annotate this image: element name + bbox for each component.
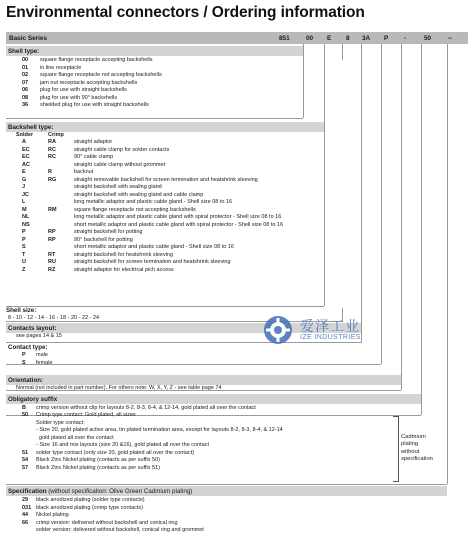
shell-type-desc: square flange receptacle accepting backshells xyxy=(40,57,153,63)
specification-heading-bar xyxy=(6,486,447,496)
solder-code: S xyxy=(22,244,26,250)
table-row xyxy=(6,184,324,192)
solder-code: Z xyxy=(22,266,26,273)
contact-type-heading: Contact type: xyxy=(8,344,48,351)
crimp-code: RM xyxy=(48,206,57,213)
backshell-desc: short metallic adaptor and plastic cable gland with spiral protector - Shell size 08 to 16 xyxy=(74,221,284,228)
suffix-text: crimp version without clip for layouts 8-2, 8-3, 8-4, & 12-14, gold plated all over the contact xyxy=(36,404,256,411)
backshell-desc: straight adaptor for electrical pich access xyxy=(74,266,174,273)
orientation-section xyxy=(6,375,401,393)
table-row xyxy=(6,169,324,177)
table-row xyxy=(6,192,324,200)
solder-code: T xyxy=(22,251,26,258)
solder-code: AC xyxy=(22,161,30,168)
table-row xyxy=(6,252,324,260)
suffix-text: - Size 20, gold plated active area, tin plated termination area, except for layouts 8-2, 8-3, 8-4, & 12-14 xyxy=(36,427,283,433)
basic-series-label: Basic Series xyxy=(9,34,48,42)
suffix-code: 51 xyxy=(22,449,29,456)
shell-size-values: 8 - 10 - 12 - 14 - 16 - 18 - 20 - 22 - 24 xyxy=(8,315,100,321)
crimp-code: RA xyxy=(48,139,56,145)
backshell-desc: 90° cable clamp xyxy=(74,154,114,160)
backshell-desc: long metallic adaptor and plastic cable gland - Shell size 08 to 16 xyxy=(74,199,233,205)
shell-type-code: 08 xyxy=(22,94,29,101)
shell-type-code: 36 xyxy=(22,102,29,108)
solder-code: A xyxy=(22,139,26,145)
table-row xyxy=(6,147,324,155)
list-item xyxy=(6,412,421,420)
spec-code: 66 xyxy=(22,519,29,526)
list-item xyxy=(6,420,421,428)
spec-desc: black anodized plating (crimp type contacts) xyxy=(36,504,143,511)
list-item xyxy=(6,520,447,528)
backshell-desc: short metallic adaptor and plastic cable gland - Shell size 08 to 16 xyxy=(74,244,234,250)
suffix-text: - Size 16 and mix layouts (size 20 &16), gold plated all over the contact xyxy=(36,442,210,448)
code-layout: 3A xyxy=(362,34,371,42)
spec-desc: crimp version: delivered without backshell and conical ring xyxy=(36,519,178,526)
table-row xyxy=(6,177,324,185)
solder-code: L xyxy=(22,199,26,205)
spec-code: 44 xyxy=(22,512,29,518)
crimp-code: RC xyxy=(48,154,56,160)
list-item xyxy=(6,352,381,360)
table-row xyxy=(6,154,324,162)
list-item xyxy=(6,95,303,103)
backshell-column-headers xyxy=(6,132,324,139)
list-item xyxy=(6,435,421,443)
obligatory-suffix-heading: Obligatory suffix xyxy=(6,394,421,404)
table-row xyxy=(6,214,324,222)
shell-type-desc: plug for use with 90° backshells xyxy=(40,94,118,101)
list-item xyxy=(6,80,303,88)
shell-size-heading: Shell size: xyxy=(6,307,37,314)
part-number-header xyxy=(6,32,468,44)
code-series: 851 xyxy=(279,34,290,42)
suffix-code: 50 xyxy=(22,412,29,418)
list-item xyxy=(6,527,447,535)
backshell-desc: straight backshell for heatshrink sleeving xyxy=(74,251,174,258)
backshell-desc: straight removable backshell for screen termination and heatshrink sleeving xyxy=(74,176,258,183)
table-row xyxy=(6,139,324,147)
list-item xyxy=(6,57,303,65)
list-item xyxy=(6,465,421,473)
spec-code: 29 xyxy=(22,497,29,503)
watermark-en: IZE INDUSTRIES xyxy=(300,334,361,341)
solder-code: EC xyxy=(22,154,30,160)
solder-code: J xyxy=(22,184,26,190)
shell-type-desc: in line receptacle xyxy=(40,64,82,71)
shell-type-code: 07 xyxy=(22,79,29,86)
solder-code: NL xyxy=(22,214,30,220)
solder-code: U xyxy=(22,259,26,265)
backshell-desc: backnut xyxy=(74,169,94,175)
contact-type-section xyxy=(6,344,381,367)
backshell-desc: straight backshell for potting xyxy=(74,229,143,235)
suffix-text: Black Zinc Nickel plating (contacts as per suffix 51) xyxy=(36,464,161,471)
backshell-desc: straight adaptor xyxy=(74,139,113,145)
cadmium-bracket xyxy=(393,416,399,482)
list-item xyxy=(6,497,447,505)
crimp-code: RG xyxy=(48,176,57,183)
spec-desc: Nickel plating xyxy=(36,512,69,518)
code-contact: P xyxy=(384,34,389,42)
table-row xyxy=(6,222,324,230)
backshell-type-heading: Backshell type: xyxy=(6,122,324,132)
contacts-layout-text: see pages 14 & 15 xyxy=(16,333,62,339)
suffix-text: Black Zinc Nickel plating (contacts as per suffix 50) xyxy=(36,457,161,463)
crimp-code: RZ xyxy=(48,266,56,273)
list-item xyxy=(6,102,303,110)
backshell-desc: straight backshell for screen termination and heatshrink sleeving xyxy=(74,259,231,265)
crimp-column-header: Crimp xyxy=(48,132,64,138)
contacts-layout-heading: Contacts layout: xyxy=(6,323,361,333)
crimp-code: R xyxy=(48,169,52,175)
shell-type-code: 01 xyxy=(22,64,29,71)
list-item xyxy=(6,457,421,465)
suffix-code: 57 xyxy=(22,464,29,471)
spec-code: 031 xyxy=(22,504,32,511)
list-item xyxy=(6,65,303,73)
suffix-text: gold plated all over the contact xyxy=(36,434,114,441)
code-backshell: E xyxy=(327,34,332,42)
specification-heading-note: (without specification: Olive Green Cadmium plating) xyxy=(48,487,193,495)
suffix-code: 54 xyxy=(22,457,29,463)
code-suffix: 50 xyxy=(424,34,432,42)
shell-type-desc: jam nut receptacle accepting backshells xyxy=(40,79,138,86)
backshell-desc: square flange receptacle not accepting backshells xyxy=(74,206,196,213)
orientation-text: Normal (not included in part number). For others note: W, X, Y, Z - see table page 74 xyxy=(16,385,222,391)
list-item xyxy=(6,450,421,458)
specification-section xyxy=(6,486,447,535)
crimp-code: RT xyxy=(48,251,56,258)
code-orientation: - xyxy=(404,34,407,42)
suffix-code: B xyxy=(22,404,26,411)
suffix-text: Crimp type contact: Gold plated, all sizes xyxy=(36,412,136,418)
contact-desc: female xyxy=(36,359,53,366)
code-spec: -- xyxy=(448,34,453,42)
contact-code: S xyxy=(22,359,26,366)
cadmium-note: Cadmium plating without specification xyxy=(401,434,433,463)
shell-type-desc: square flange receptacle not accepting backshells xyxy=(40,72,162,78)
orientation-heading: Orientation: xyxy=(6,375,401,385)
shell-type-desc: plug for use with straight backshells xyxy=(40,87,127,93)
solder-code: E xyxy=(22,169,26,175)
contact-desc: male xyxy=(36,352,48,358)
table-row xyxy=(6,199,324,207)
backshell-desc: long metallic adaptor and plastic cable gland with spiral protector - Shell size 08 to 16 xyxy=(74,214,282,220)
backshell-desc: straight cable clamp without grommet xyxy=(74,161,166,168)
watermark-cn: 爱泽工业 xyxy=(300,319,360,335)
table-row xyxy=(6,207,324,215)
solder-code: P xyxy=(22,236,26,243)
table-row xyxy=(6,237,324,245)
solder-column-header: Solder xyxy=(16,132,34,138)
backshell-type-section xyxy=(6,122,324,274)
list-item xyxy=(6,505,447,513)
spec-desc: solder version: delivered without backshell, conical ring and grommet xyxy=(36,527,204,533)
table-row xyxy=(6,162,324,170)
solder-code: M xyxy=(22,206,27,213)
backshell-desc: straight backshell with sealing gland xyxy=(74,184,162,190)
ize-logo-icon xyxy=(262,314,294,346)
suffix-text: solder type contact (only size 20, gold plated all over the contact) xyxy=(36,449,195,456)
crimp-code: RP xyxy=(48,236,56,243)
crimp-code: RC xyxy=(48,146,56,153)
suffix-text: Solder type contact: xyxy=(36,419,85,426)
table-row xyxy=(6,244,324,252)
shell-type-heading: Shell type: xyxy=(6,46,303,56)
list-item xyxy=(6,360,381,368)
list-item xyxy=(6,87,303,95)
shell-type-desc: shielded plug for use with straight backshells xyxy=(40,102,149,108)
solder-code: EC xyxy=(22,146,30,153)
table-row xyxy=(6,267,324,275)
list-item xyxy=(6,442,421,450)
code-shell-type: 00 xyxy=(306,34,314,42)
specification-heading: Specification xyxy=(8,487,47,495)
solder-code: G xyxy=(22,176,27,183)
shell-type-code: 06 xyxy=(22,87,29,93)
obligatory-suffix-section xyxy=(6,394,421,472)
page-title: Environmental connectors / Ordering information xyxy=(6,4,365,21)
solder-code: JC xyxy=(22,191,30,198)
solder-code: NS xyxy=(22,221,30,228)
list-item xyxy=(6,72,303,80)
table-row xyxy=(6,259,324,267)
crimp-code: RU xyxy=(48,259,56,265)
solder-code: P xyxy=(22,229,26,235)
contact-code: P xyxy=(22,352,26,358)
backshell-desc: straight backshell with sealing gland and cable clamp xyxy=(74,191,204,198)
code-shell-size: 8 xyxy=(346,34,350,42)
ize-watermark xyxy=(262,314,382,346)
backshell-desc: straight cable clamp for solder contacts xyxy=(74,146,170,153)
list-item xyxy=(6,405,421,413)
shell-type-code: 02 xyxy=(22,72,29,78)
crimp-code: RP xyxy=(48,229,56,235)
shell-type-code: 00 xyxy=(22,57,29,63)
table-row xyxy=(6,229,324,237)
list-item xyxy=(6,512,447,520)
list-item xyxy=(6,427,421,435)
backshell-desc: 90° backshell for potting xyxy=(74,236,133,243)
spec-desc: black anodized plating (solder type contacts) xyxy=(36,497,145,503)
shell-type-section xyxy=(6,46,303,110)
